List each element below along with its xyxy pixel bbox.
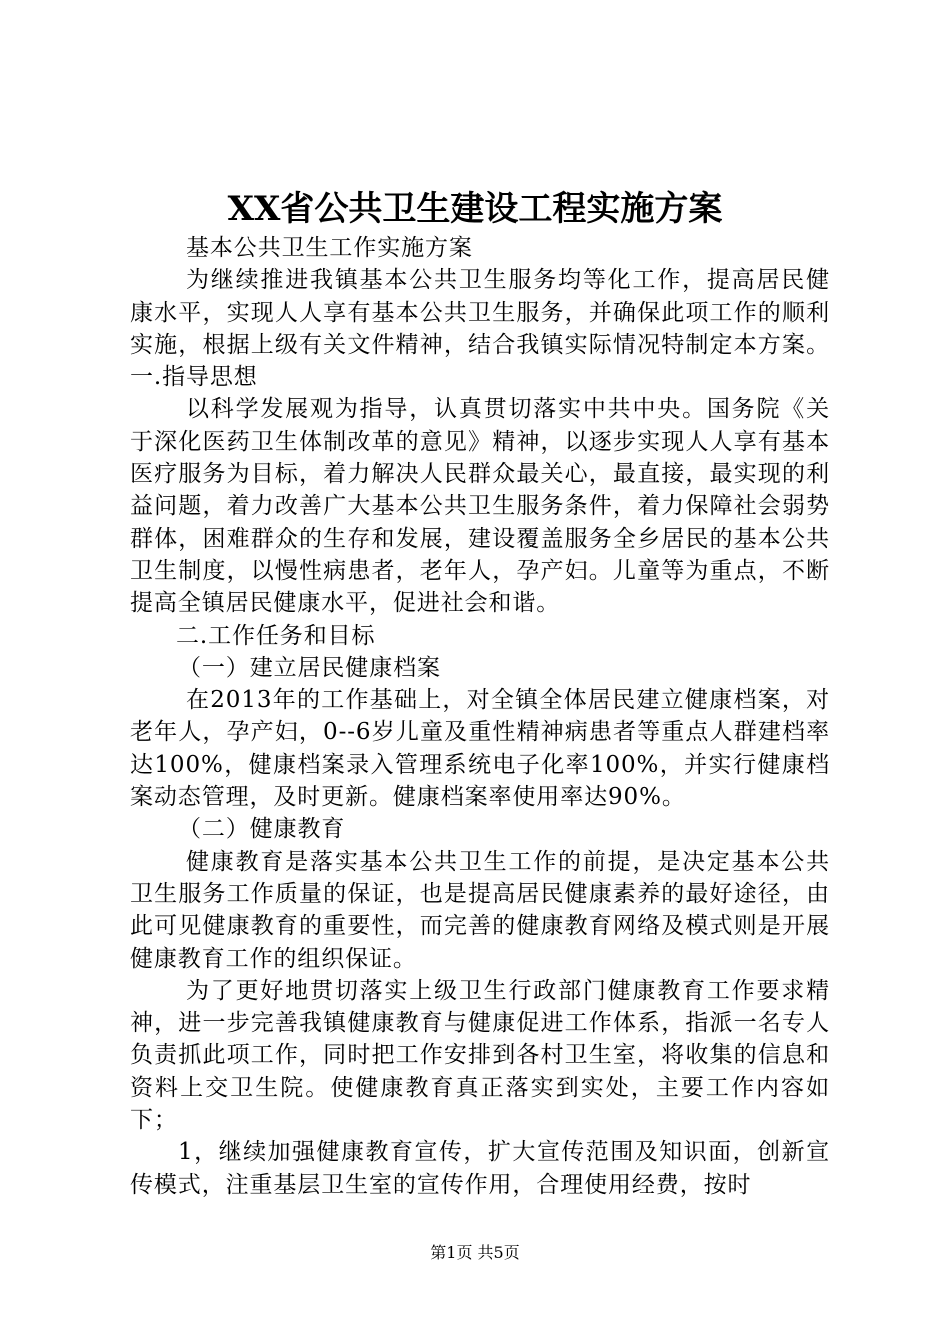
document-title: XX省公共卫生建设工程实施方案 (227, 189, 723, 229)
paragraph-intro: 为继续推进我镇基本公共卫生服务均等化工作，提高居民健康水平，实现人人享有基本公共卫生服务，并确保此项工作的顺利实施，根据上级有关文件精神，结合我镇实际情况特制定本方案。一.指导思想 (130, 267, 830, 391)
page-footer: 第1页 共5页 (430, 1243, 520, 1262)
section-heading-tasks: 二.工作任务和目标 (176, 622, 376, 649)
paragraph-health-education-2: 为了更好地贯切落实上级卫生行政部门健康教育工作要求精神，进一步完善我镇健康教育与健康促进工作体系，指派一名专人负责抓此项工作，同时把工作安排到各村卫生室，将收集的信息和资料上交卫生院。使健康教育真正落实到实处，主要工作内容如下； (130, 977, 830, 1134)
paragraph-health-education-1: 健康教育是落实基本公共卫生工作的前提，是决定基本公共卫生服务工作质量的保证，也是提高居民健康素养的最好途径，由此可见健康教育的重要性，而完善的健康教育网络及模式则是开展健康教育工作的组织保证。 (130, 848, 830, 972)
paragraph-list-item-1: 1，继续加强健康教育宣传，扩大宣传范围及知识面，创新宣传模式，注重基层卫生室的宣传作用，合理使用经费，按时 (130, 1139, 830, 1198)
paragraph-subtitle: 基本公共卫生工作实施方案 (186, 235, 473, 261)
subsection-heading-health-education: （二）健康教育 (178, 816, 346, 843)
document-body (130, 232, 830, 1201)
subsection-heading-health-records: （一）建立居民健康档案 (178, 654, 441, 681)
paragraph-health-records: 在2013年的工作基础上，对全镇全体居民建立健康档案，对老年人，孕产妇，0--6岁儿童及重性精神病患者等重点人群建档率达100%，健康档案录入管理系统电子化率100%，并实行健康档案动态管理，及时更新。健康档案率使用率达90%。 (130, 687, 830, 811)
paragraph-guiding-ideology: 以科学发展观为指导，认真贯切落实中共中央。国务院《关于深化医药卫生体制改革的意见》精神，以逐步实现人人享有基本医疗服务为目标，着力解决人民群众最关心，最直接，最实现的利益问题，着力改善广大基本公共卫生服务条件，着力保障社会弱势群体，困难群众的生存和发展，建设覆盖服务全乡居民的基本公共卫生制度，以慢性病患者，老年人，孕产妇。儿童等为重点，不断提高全镇居民健康水平，促进社会和谐。 (130, 396, 830, 617)
